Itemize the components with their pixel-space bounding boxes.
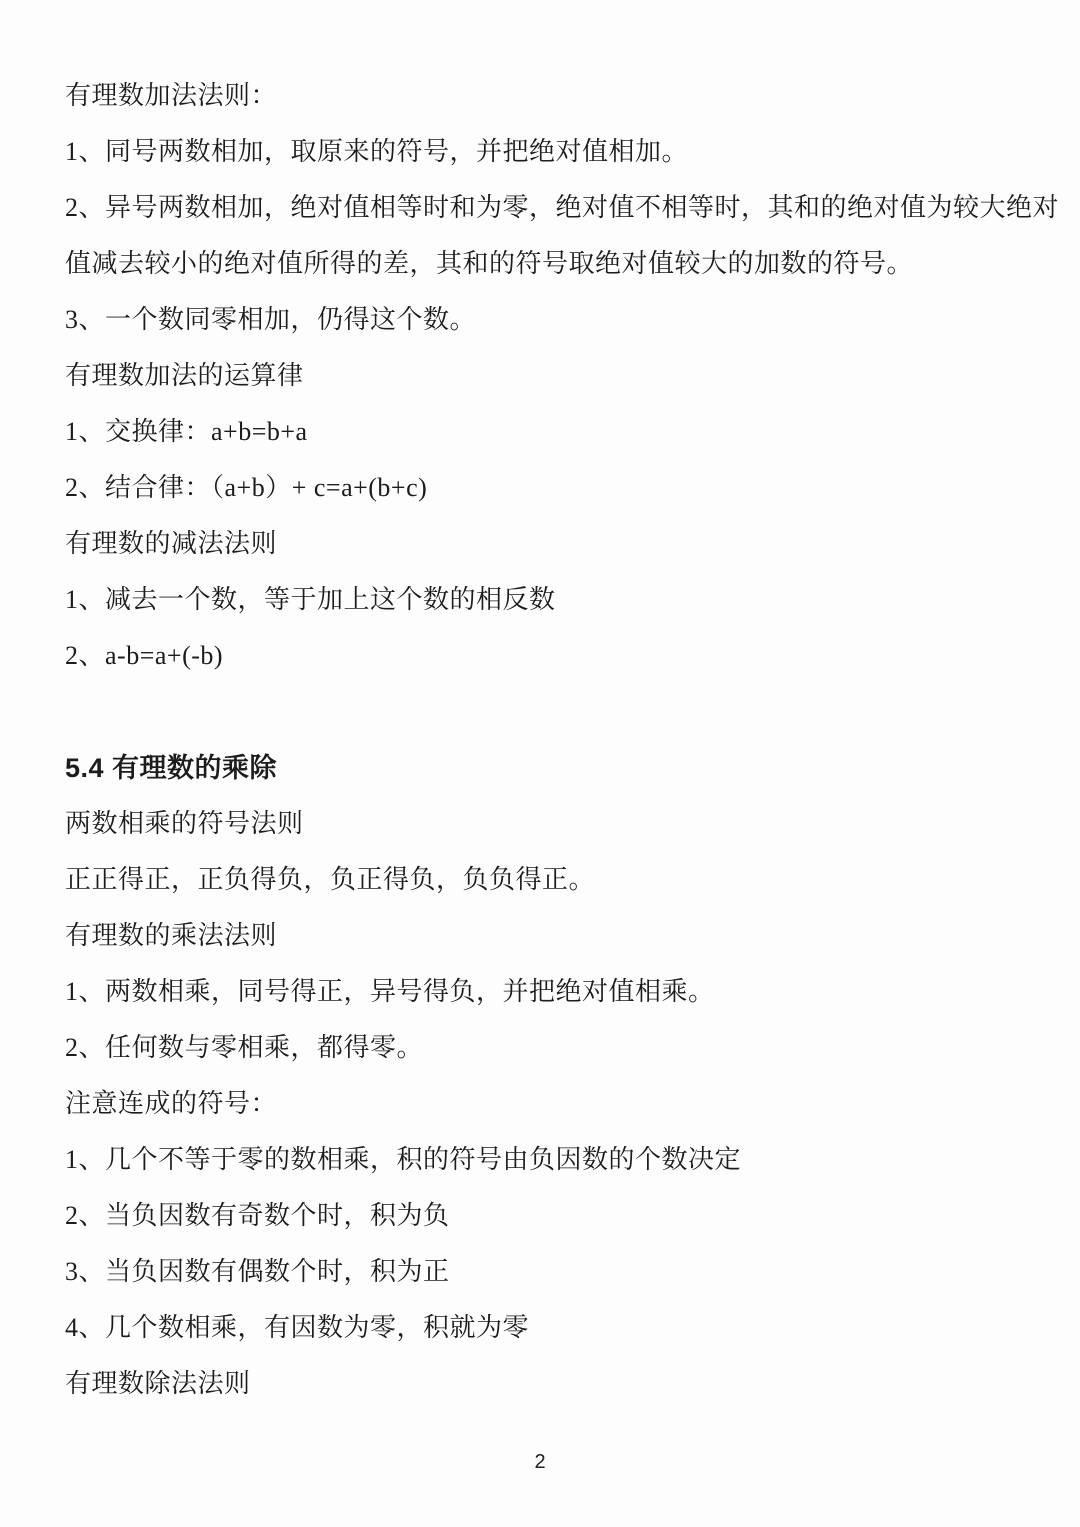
paragraph-chain-sign-note-4: 4、几个数相乘，有因数为零，积就为零: [65, 1313, 530, 1342]
paragraph-sign-rule-body: 正正得正，正负得负，负正得负，负负得正。: [65, 865, 596, 894]
page-number: 2: [534, 1451, 546, 1473]
paragraph-commutative-law: 1、交换律：a+b=b+a: [65, 417, 308, 446]
paragraph-chain-sign-note-2: 2、当负因数有奇数个时，积为负: [65, 1201, 450, 1230]
paragraph-associative-law: 2、结合律：（a+b）+ c=a+(b+c): [65, 473, 428, 502]
paragraph-multiplication-rule-2: 2、任何数与零相乘，都得零。: [65, 1033, 424, 1062]
paragraph-subtraction-rule-1: 1、减去一个数，等于加上这个数的相反数: [65, 585, 556, 614]
paragraph-chain-sign-note-3: 3、当负因数有偶数个时，积为正: [65, 1257, 450, 1286]
paragraph-addition-rule-title: 有理数加法法则：: [65, 81, 278, 110]
paragraph-addition-laws-title: 有理数加法的运算律: [65, 361, 304, 390]
paragraph-addition-rule-2-line1: 2、异号两数相加，绝对值相等时和为零，绝对值不相等时，其和的绝对值为较大绝对: [65, 193, 1060, 222]
section-heading-5-4: 5.4 有理数的乘除: [65, 753, 278, 783]
paragraph-addition-rule-1: 1、同号两数相加，取原来的符号，并把绝对值相加。: [65, 137, 689, 166]
paragraph-chain-sign-note-title: 注意连成的符号：: [65, 1089, 278, 1118]
paragraph-multiplication-rule-title: 有理数的乘法法则: [65, 921, 278, 950]
paragraph-subtraction-rule-title: 有理数的减法法则: [65, 529, 278, 558]
paragraph-chain-sign-note-1: 1、几个不等于零的数相乘，积的符号由负因数的个数决定: [65, 1145, 742, 1174]
paragraph-subtraction-rule-2: 2、a-b=a+(-b): [65, 641, 224, 670]
paragraph-sign-rule-title: 两数相乘的符号法则: [65, 809, 304, 838]
paragraph-addition-rule-3: 3、一个数同零相加，仍得这个数。: [65, 305, 477, 334]
paragraph-multiplication-rule-1: 1、两数相乘，同号得正，异号得负，并把绝对值相乘。: [65, 977, 715, 1006]
paragraph-division-rule-title: 有理数除法法则: [65, 1369, 251, 1398]
paragraph-addition-rule-2-line2: 值减去较小的绝对值所得的差，其和的符号取绝对值较大的加数的符号。: [65, 249, 914, 278]
